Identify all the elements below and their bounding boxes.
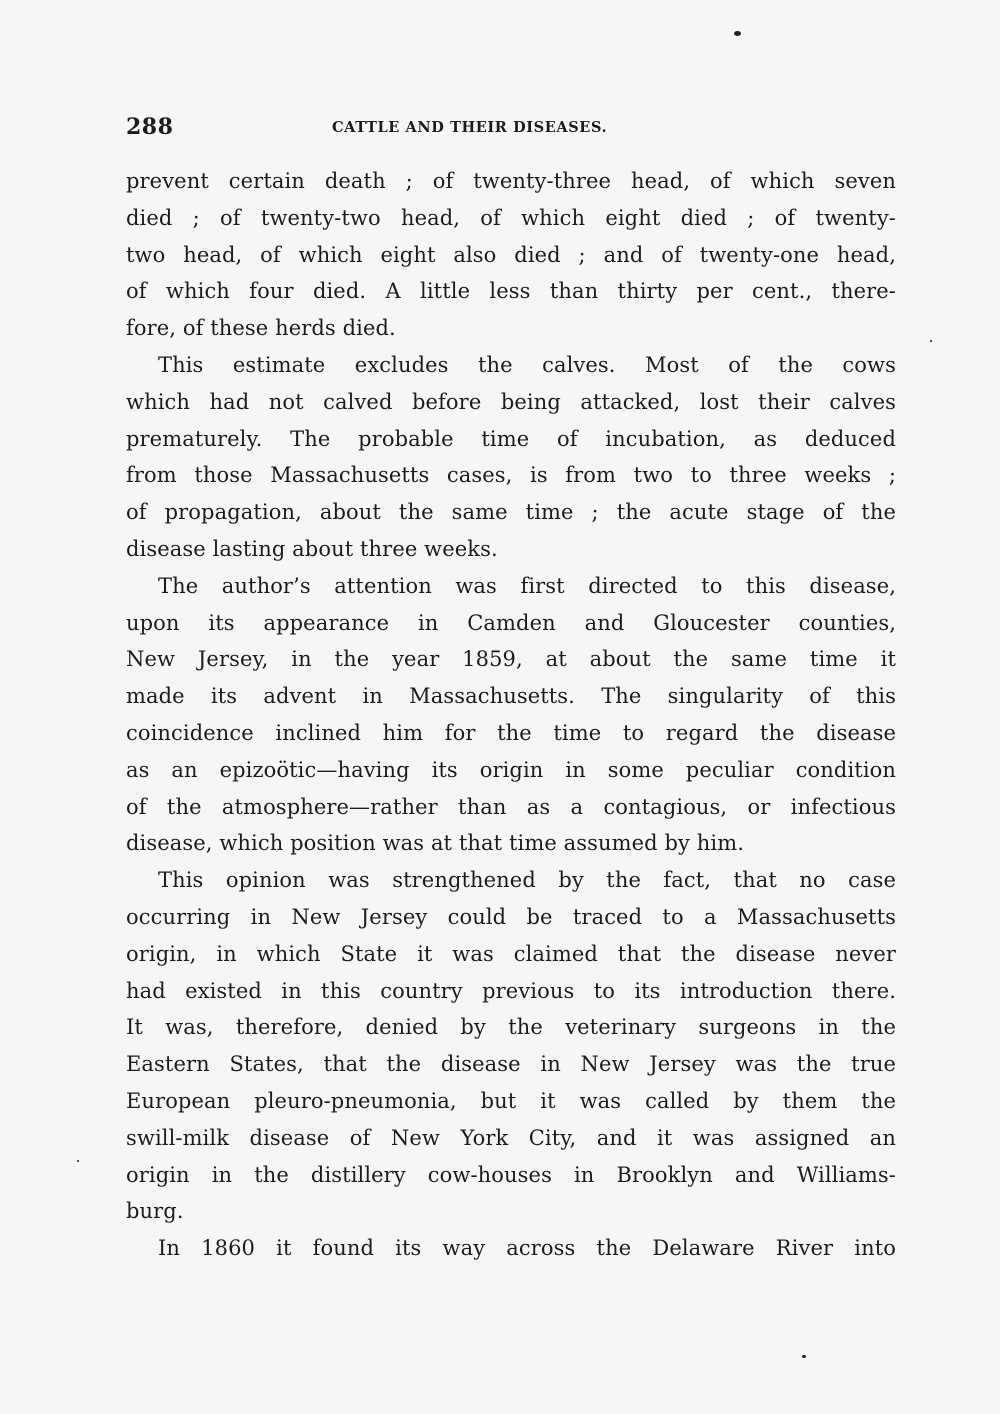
text-line: of the atmosphere—rather than as a contagious, or infectious xyxy=(126,794,896,819)
scan-speck xyxy=(734,31,741,36)
text-line: origin, in which State it was claimed that the disease never xyxy=(126,941,896,966)
text-line: It was, therefore, denied by the veterinary surgeons in the xyxy=(126,1015,896,1040)
paragraph xyxy=(126,163,896,347)
text-line: two head, of which eight also died ; and of twenty-one head, xyxy=(126,242,896,267)
scan-speck xyxy=(802,1355,806,1358)
text-line: Eastern States, that the disease in New Jersey was the true xyxy=(126,1052,896,1077)
paragraph xyxy=(126,568,896,862)
scan-speck xyxy=(930,340,932,342)
text-line: as an epizoötic—having its origin in some peculiar condition xyxy=(126,757,896,782)
text-line: of propagation, about the same time ; the acute stage of the xyxy=(126,500,896,525)
text-line: had existed in this country previous to its introduction there. xyxy=(126,978,896,1003)
text-line: coincidence inclined him for the time to regard the disease xyxy=(126,720,896,745)
text-line: of which four died. A little less than thirty per cent., there- xyxy=(126,279,896,304)
text-line: swill-milk disease of New York City, and it was assigned an xyxy=(126,1125,896,1150)
text-line: died ; of twenty-two head, of which eight died ; of twenty- xyxy=(126,205,896,230)
paragraph xyxy=(126,1230,896,1267)
text-line: occurring in New Jersey could be traced to a Massachusetts xyxy=(126,904,896,929)
text-line: fore, of these herds died. xyxy=(126,316,396,341)
text-line: New Jersey, in the year 1859, at about the same time it xyxy=(126,647,896,672)
text-line: prematurely. The probable time of incubation, as deduced xyxy=(126,426,896,451)
text-line: In 1860 it found its way across the Delaware River into xyxy=(158,1236,896,1261)
scan-speck xyxy=(77,1160,79,1162)
text-line: upon its appearance in Camden and Gloucester counties, xyxy=(126,610,896,635)
text-line: disease lasting about three weeks. xyxy=(126,536,498,561)
text-line: from those Massachusetts cases, is from two to three weeks ; xyxy=(126,463,896,488)
paragraph xyxy=(126,347,896,568)
text-line: made its advent in Massachusetts. The singularity of this xyxy=(126,684,896,709)
text-line: This estimate excludes the calves. Most of the cows xyxy=(158,352,896,377)
text-line: which had not calved before being attacked, lost their calves xyxy=(126,389,896,414)
text-line: The author’s attention was first directed to this disease, xyxy=(158,573,896,598)
running-head xyxy=(126,114,896,144)
body-text xyxy=(126,163,896,1267)
text-line: origin in the distillery cow-houses in Brooklyn and Williams- xyxy=(126,1162,896,1187)
text-line: disease, which position was at that time assumed by him. xyxy=(126,831,745,856)
text-line: European pleuro-pneumonia, but it was called by them the xyxy=(126,1088,896,1113)
running-title: CATTLE AND THEIR DISEASES. xyxy=(332,119,608,136)
page-number: 288 xyxy=(126,114,174,140)
text-line: This opinion was strengthened by the fact, that no case xyxy=(158,868,896,893)
text-line: burg. xyxy=(126,1199,184,1224)
text-line: prevent certain death ; of twenty-three head, of which seven xyxy=(126,169,896,193)
paragraph xyxy=(126,862,896,1230)
